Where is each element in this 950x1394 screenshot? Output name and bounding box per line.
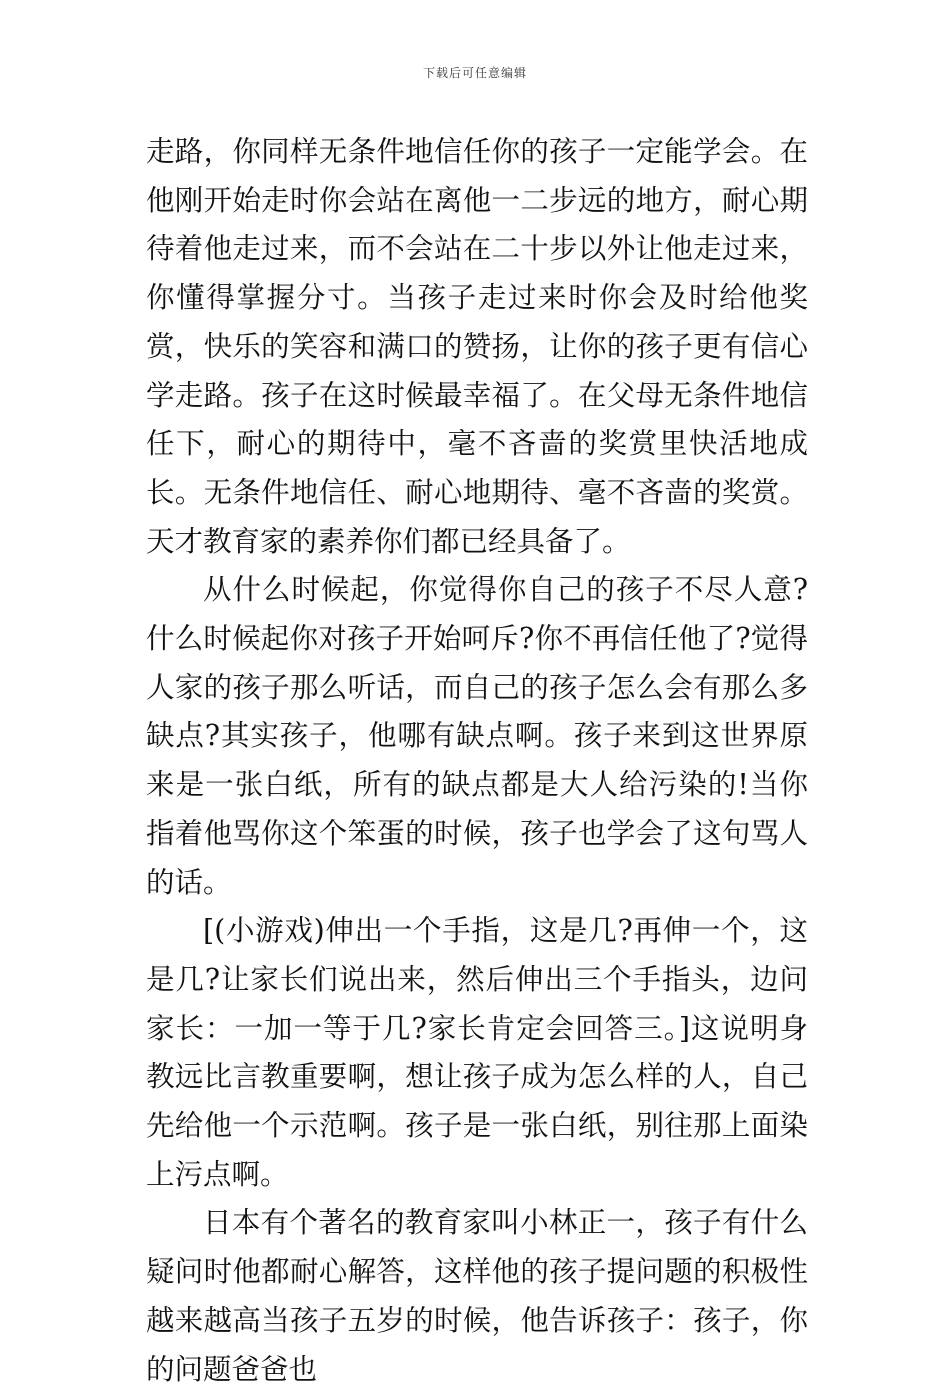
paragraph-1: 走路，你同样无条件地信任你的孩子一定能学会。在他刚开始走时你会站在离他一二步远的地方，耐心期待着他走过来，而不会站在二十步以外让他走过来，你懂得掌握分寸。当孩子走过来时你会及时给他奖赏，快乐的笑容和满口的赞扬，让你的孩子更有信心学走路。孩子在这时候最幸福了。在父母无条件地信任下，耐心的期待中，毫不吝啬的奖赏里快活地成长。无条件地信任、耐心地期待、毫不吝啬的奖赏。天才教育家的素养你们都已经具备了。 [146, 135, 808, 558]
paragraph-2: 从什么时候起，你觉得你自己的孩子不尽人意?什么时候起你对孩子开始呵斥?你不再信任他了?觉得人家的孩子那么听话，而自己的孩子怎么会有那么多缺点?其实孩子，他哪有缺点啊。孩子来到这世界原来是一张白纸，所有的缺点都是大人给污染的!当你指着他骂你这个笨蛋的时候，孩子也学会了这句骂人的话。 [146, 573, 808, 899]
body-text [146, 128, 808, 1394]
paragraph-3: [(小游戏)伸出一个手指，这是几?再伸一个，这是几?让家长们说出来，然后伸出三个手指头，边问家长：一加一等于几?家长肯定会回答三。]这说明身教远比言教重要啊，想让孩子成为怎么样的人，自己先给他一个示范啊。孩子是一张白纸，别往那上面染上污点啊。 [146, 914, 808, 1191]
page-header: 下载后可任意编辑 [422, 66, 527, 80]
paragraph-4: 日本有个著名的教育家叫小林正一，孩子有什么疑问时他都耐心解答，这样他的孩子提问题的积极性越来越高当孩子五岁的时候，他告诉孩子：孩子，你的问题爸爸也 [146, 1206, 808, 1386]
